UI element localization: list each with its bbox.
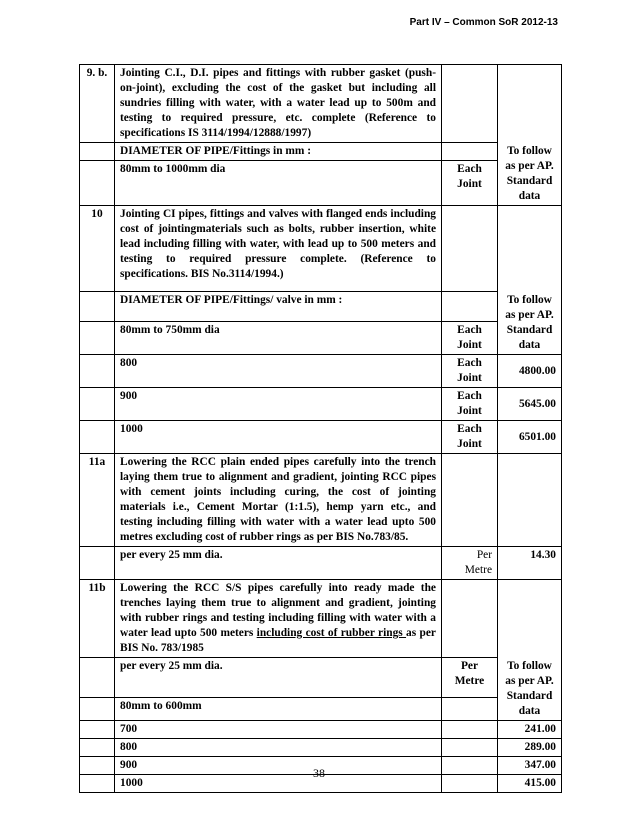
- size-label: 800: [115, 738, 442, 756]
- table-row: [80, 454, 562, 547]
- item-description: Lowering the RCC S/S pipes carefully into ready made the trenches laying them true to alignment and gradient, jointing with rubber rings and testing including filling with water with a water lead upto 500 meters including cost of rubber rings as per BIS No. 783/1985: [115, 580, 442, 658]
- rate-value: 14.30: [498, 547, 562, 580]
- item-description: Jointing CI pipes, fittings and valves with flanged ends including cost of jointingmaterials such as bolts, rubber insertion, white lead including filling with water, with lead up to 500 meters and testing to required pressure complete. (Reference to specifications. BIS No.3114/1994.): [115, 206, 442, 292]
- table-row: [80, 292, 562, 322]
- size-label: per every 25 mm dia.: [115, 547, 442, 580]
- item-description: Lowering the RCC plain ended pipes carefully into the trench laying them true to alignment and gradient, jointing RCC pipes with cement joints including curing, the cost of jointing materials i.e., Cement Mortar (1:1.5), hemp yarn etc., and testing including filling with water with a water lead upto 500 metres excluding cost of rubber rings as per BIS No.783/85.: [115, 454, 442, 547]
- unit: Each Joint: [442, 161, 498, 206]
- rate-value: 4800.00: [498, 355, 562, 388]
- table-row: [80, 698, 562, 720]
- rate-value: 415.00: [498, 774, 562, 792]
- table-row: [80, 720, 562, 738]
- rate-value: 5645.00: [498, 388, 562, 421]
- item-number: 11a: [80, 454, 115, 547]
- unit: Each Joint: [442, 388, 498, 421]
- size-label: per every 25 mm dia.: [115, 658, 442, 698]
- size-label: 800: [115, 355, 442, 388]
- size-label: 900: [115, 756, 442, 774]
- table-row: [80, 65, 562, 143]
- size-label: 80mm to 750mm dia: [115, 322, 442, 355]
- size-label: 1000: [115, 421, 442, 454]
- table-row: [80, 355, 562, 388]
- size-label: 80mm to 1000mm dia: [115, 161, 442, 206]
- schedule-of-rates-table: [79, 64, 562, 793]
- unit: Per Metre: [442, 658, 498, 698]
- table-row: [80, 206, 562, 292]
- item-number: 9. b.: [80, 65, 115, 143]
- table-row: [80, 658, 562, 698]
- unit: Each Joint: [442, 421, 498, 454]
- size-label: 700: [115, 720, 442, 738]
- page-number: 38: [313, 766, 325, 780]
- rate-note: To follow as per AP. Standard data: [498, 143, 562, 206]
- unit: Each Joint: [442, 322, 498, 355]
- unit: Per Metre: [442, 547, 498, 580]
- size-label: 80mm to 600mm: [115, 698, 442, 720]
- item-number: 10: [80, 206, 115, 292]
- rate-note: To follow as per AP. Standard data: [498, 292, 562, 355]
- item-number: 11b: [80, 580, 115, 658]
- diameter-heading: DIAMETER OF PIPE/Fittings/ valve in mm :: [115, 292, 442, 322]
- table-row: [80, 421, 562, 454]
- size-label: 900: [115, 388, 442, 421]
- table-row: [80, 580, 562, 658]
- table-row: [80, 388, 562, 421]
- rate-value: 347.00: [498, 756, 562, 774]
- table-row: [80, 322, 562, 355]
- table-row: [80, 547, 562, 580]
- size-label: 1000: [115, 774, 442, 792]
- rate-value: 6501.00: [498, 421, 562, 454]
- unit: Each Joint: [442, 355, 498, 388]
- table-row: [80, 738, 562, 756]
- rate-value: 289.00: [498, 738, 562, 756]
- diameter-heading: DIAMETER OF PIPE/Fittings in mm :: [115, 143, 442, 161]
- table-row: [80, 161, 562, 206]
- rate-note: To follow as per AP. Standard data: [498, 658, 562, 721]
- table-row: [80, 143, 562, 161]
- item-description: Jointing C.I., D.I. pipes and fittings with rubber gasket (push-on-joint), excluding the cost of the gasket but including all sundries filling with water, with a water lead up to 500m and testing to required pressure, etc. complete (Reference to specifications IS 3114/1994/12888/1997): [115, 65, 442, 143]
- page-header: Part IV – Common SoR 2012-13: [409, 17, 558, 28]
- rate-value: 241.00: [498, 720, 562, 738]
